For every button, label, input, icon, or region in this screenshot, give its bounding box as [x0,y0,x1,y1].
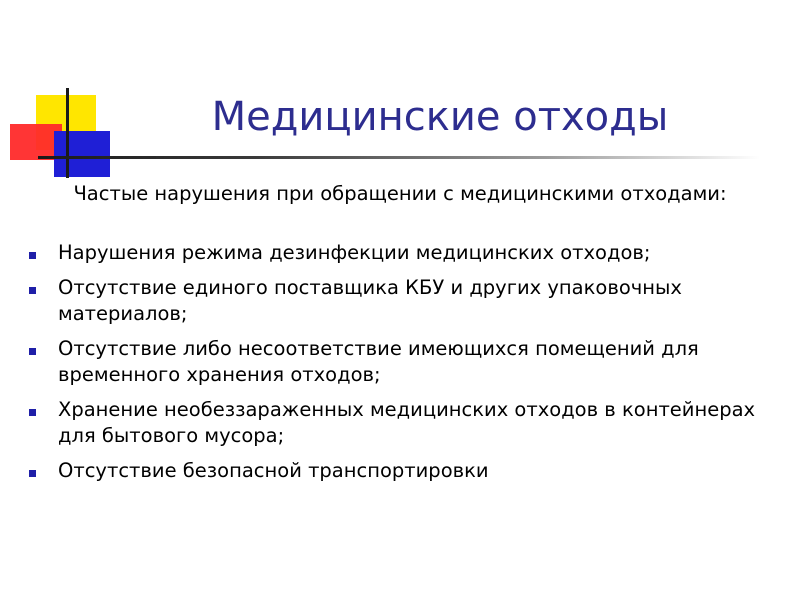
bullet-text: Хранение необеззараженных медицинских отходов в контейнерах для бытового мусора; [58,398,756,447]
bullet-text: Отсутствие безопасной транспортировки [58,459,489,482]
vertical-line [66,88,69,178]
square-bullet-icon [29,409,36,416]
slide-title: Медицинские отходы [211,94,669,140]
blue-square [54,131,110,177]
bullet-text: Отсутствие единого поставщика КБУ и других упаковочных материалов; [58,276,682,325]
bullet-item [20,397,790,449]
bullet-item [20,458,790,484]
bullet-list [20,240,790,493]
bullet-item [20,275,790,327]
slide-subtitle: Частые нарушения при обращении с медицинскими отходами: [73,182,727,205]
bullet-text: Отсутствие либо несоответствие имеющихся помещений для временного хранения отходов; [58,337,699,386]
bullet-item [20,240,790,266]
decorative-squares [0,0,130,180]
square-bullet-icon [29,252,36,259]
bullet-text: Нарушения режима дезинфекции медицинских отходов; [58,241,651,264]
title-underline [38,156,760,159]
square-bullet-icon [29,287,36,294]
square-bullet-icon [29,470,36,477]
square-bullet-icon [29,348,36,355]
bullet-item [20,336,790,388]
